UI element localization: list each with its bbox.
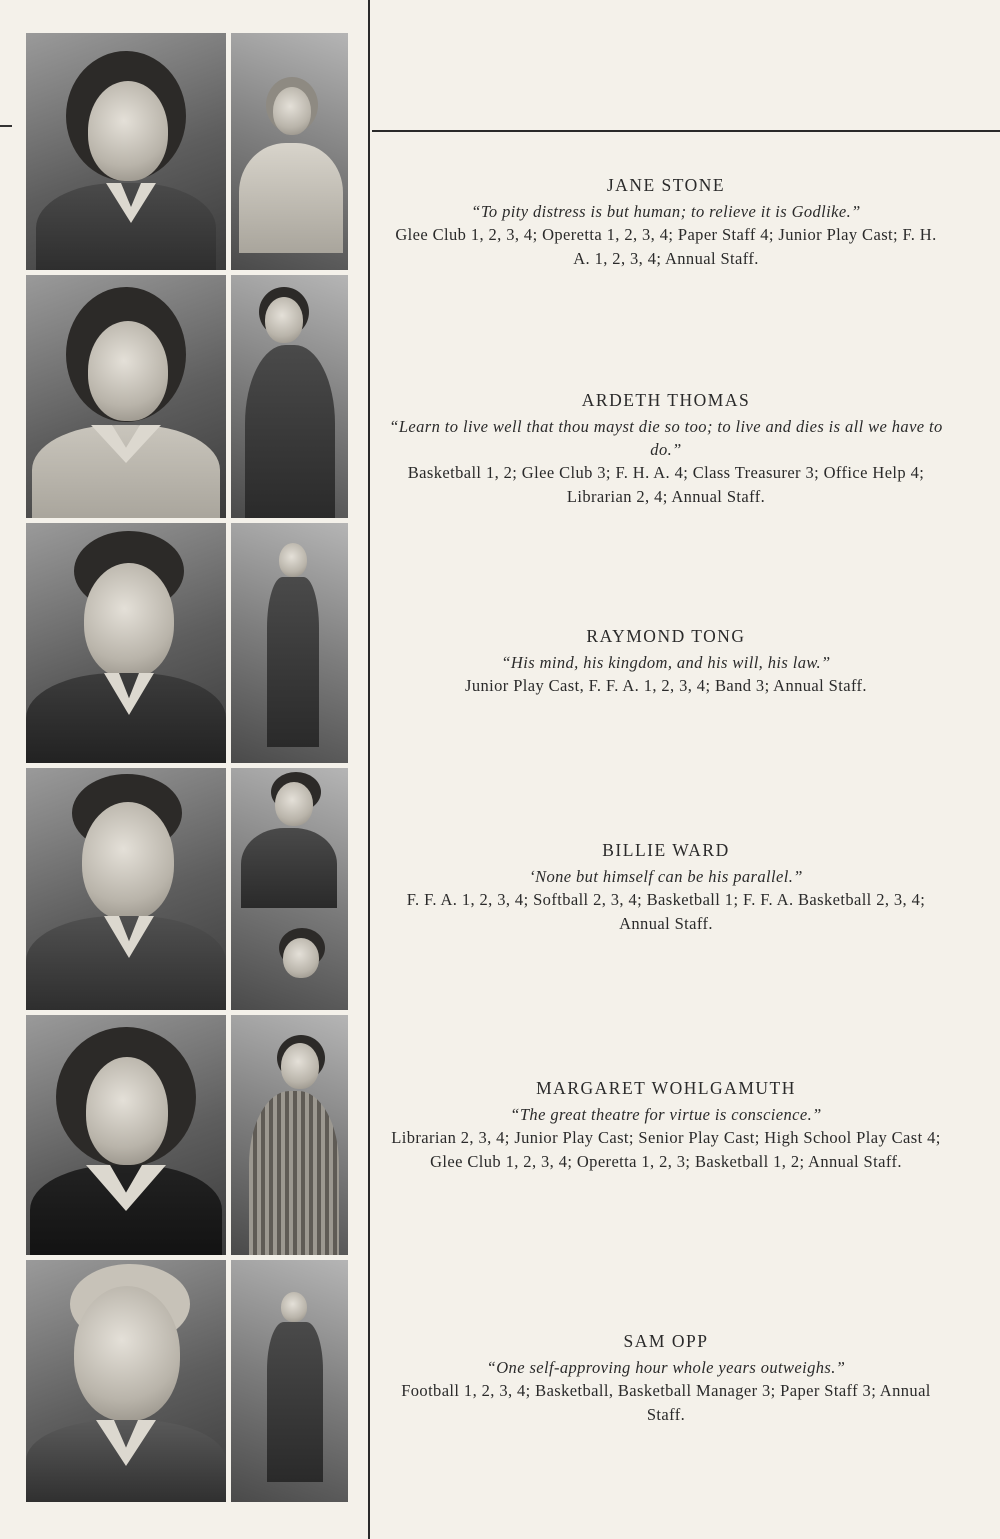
candid-photo-sam-opp <box>231 1260 348 1502</box>
entry-sam-opp <box>388 1330 944 1427</box>
student-activities: Football 1, 2, 3, 4; Basketball, Basketball Manager 3; Paper Staff 3; Annual Staff. <box>401 1381 931 1424</box>
entry-margaret-wohlgamuth <box>388 1077 944 1174</box>
student-name: SAM OPP <box>623 1331 709 1351</box>
portrait-photo-billie-ward <box>26 768 226 1010</box>
student-quote: ‘None but himself can be his parallel.” <box>529 867 803 886</box>
student-quote: “One self-approving hour whole years outweighs.” <box>486 1358 846 1377</box>
student-name: RAYMOND TONG <box>586 626 746 646</box>
student-activities: Glee Club 1, 2, 3, 4; Operetta 1, 2, 3, 4; Paper Staff 4; Junior Play Cast; F. H. A. 1, 2, 3, 4; Annual Staff. <box>395 225 937 268</box>
photo-column <box>26 33 348 1502</box>
portrait-photo-ardeth-thomas <box>26 275 226 518</box>
candid-photo-margaret-wohlgamuth <box>231 1015 348 1255</box>
column-divider <box>368 0 370 1539</box>
student-activities: Basketball 1, 2; Glee Club 3; F. H. A. 4; Class Treasurer 3; Office Help 4; Librarian 2, 4; Annual Staff. <box>407 463 925 506</box>
portrait-photo-sam-opp <box>26 1260 226 1502</box>
student-name: JANE STONE <box>606 175 726 195</box>
header-rule <box>372 130 1000 132</box>
student-activities: F. F. A. 1, 2, 3, 4; Softball 2, 3, 4; Basketball 1; F. F. A. Basketball 2, 3, 4; Annual Staff. <box>406 890 926 933</box>
student-name: BILLIE WARD <box>602 840 730 860</box>
portrait-photo-raymond-tong <box>26 523 226 763</box>
student-quote: “Learn to live well that thou mayst die so too; to live and dies is all we have to do.” <box>389 417 943 459</box>
student-activities: Junior Play Cast, F. F. A. 1, 2, 3, 4; Band 3; Annual Staff. <box>465 676 867 695</box>
entry-billie-ward <box>388 839 944 936</box>
entry-ardeth-thomas <box>388 389 944 509</box>
entry-raymond-tong <box>388 625 944 698</box>
student-activities: Librarian 2, 3, 4; Junior Play Cast; Senior Play Cast; High School Play Cast 4; Glee Club 1, 2, 3, 4; Operetta 1, 2, 3; Basketball 1, 2; Annual Staff. <box>391 1128 941 1171</box>
candid-photo-jane-stone <box>231 33 348 270</box>
portrait-photo-margaret-wohlgamuth <box>26 1015 226 1255</box>
student-quote: “The great theatre for virtue is conscience.” <box>510 1105 822 1124</box>
candid-photo-ardeth-thomas <box>231 275 348 518</box>
student-name: MARGARET WOHLGAMUTH <box>536 1078 796 1098</box>
candid-photo-raymond-tong <box>231 523 348 763</box>
portrait-photo-jane-stone <box>26 33 226 270</box>
entry-jane-stone <box>388 174 944 271</box>
edge-mark <box>0 125 12 127</box>
candid-photo-billie-ward <box>231 768 348 1010</box>
student-name: ARDETH THOMAS <box>581 390 751 410</box>
student-quote: “To pity distress is but human; to relieve it is Godlike.” <box>471 202 861 221</box>
student-quote: “His mind, his kingdom, and his will, his law.” <box>501 653 831 672</box>
